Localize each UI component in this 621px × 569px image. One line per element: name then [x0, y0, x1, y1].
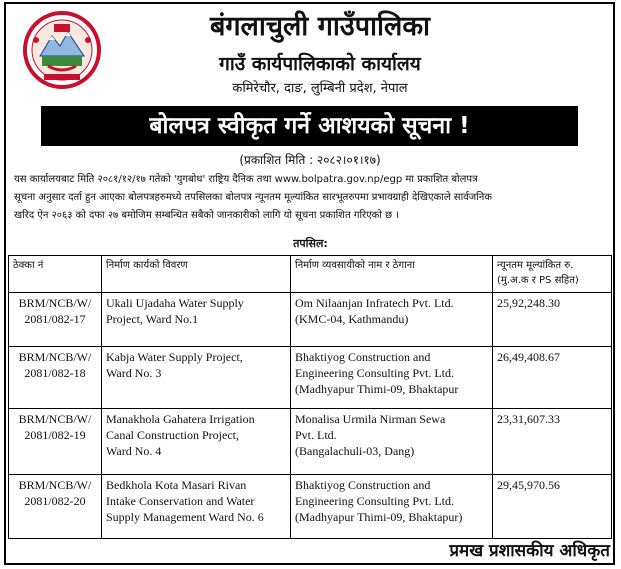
office-address: कमिरेचौर, दाङ, लुम्बिनी प्रदेश, नेपाल	[232, 81, 408, 96]
description-cell	[102, 347, 291, 409]
contract-code-part: 2081/082-19	[24, 428, 86, 442]
builder-cell	[291, 475, 493, 539]
contract-code-part: BRM/NCB/W/	[18, 478, 92, 492]
table-row	[9, 347, 612, 409]
builder-cell	[291, 409, 493, 475]
contract-code-part: 2081/082-20	[24, 494, 86, 508]
amount-cell: 23,31,607.33	[493, 409, 612, 475]
table-row	[9, 475, 612, 539]
description-cell	[102, 409, 291, 475]
contract-code-cell	[9, 409, 102, 475]
contract-code-part: 2081/082-17	[24, 312, 86, 326]
office-subtitle: गाउँ कार्यपालिकाको कार्यालय	[219, 53, 421, 75]
description-line: Kabja Water Supply Project,	[106, 350, 243, 364]
description-line: Ukali Ujadaha Water Supply	[106, 296, 244, 310]
municipality-title: बंगलाचुली गाउँपालिका	[209, 11, 431, 42]
builder-line: Engineering Consulting Pvt. Ltd.	[295, 366, 454, 380]
table-header-row	[9, 256, 612, 293]
builder-line: (Madhyapur Thimi-09, Bhaktapur)	[295, 510, 463, 524]
builder-cell	[291, 293, 493, 347]
contract-code-part: BRM/NCB/W/	[18, 412, 92, 426]
published-date: (प्रकाशित मिति : २०८२।०१।१७)	[239, 153, 381, 167]
contracts-table	[8, 255, 612, 539]
header-builder: निर्माण व्यवसायीको नाम र ठेगाना	[291, 256, 493, 293]
details-label: तपसिल:	[293, 237, 328, 250]
description-line: Manakhola Gahatera Irrigation	[106, 412, 255, 426]
contract-code-part: BRM/NCB/W/	[18, 350, 92, 364]
header-contract-no: ठेक्का नं	[9, 256, 102, 293]
table-row	[9, 293, 612, 347]
notice-line: यस कार्यालयबाट मिति २०८१/१२/१७ गतेको 'युगबोध' राष्ट्रिय दैनिक तथा www.bolpatra.gov.np/egp मा प्रकाशित बोलपत्र	[14, 174, 478, 185]
header-amount-line2: (मु.अ.क र PS सहित)	[497, 275, 579, 286]
builder-line: Bhaktiyog Construction and	[295, 478, 431, 492]
description-line: Intake Conservation and Water	[106, 494, 255, 508]
description-line: Canal Construction Project,	[106, 428, 239, 442]
description-line: Ward No. 3	[106, 366, 162, 380]
builder-line: Engineering Consulting Pvt. Ltd.	[295, 494, 454, 508]
contract-code-cell	[9, 293, 102, 347]
description-line: Supply Management Ward No. 6	[106, 510, 264, 524]
contract-code-cell	[9, 347, 102, 409]
builder-cell	[291, 347, 493, 409]
description-line: Project, Ward No.1	[106, 312, 199, 326]
header-description: निर्माण कार्यको विवरण	[102, 256, 291, 293]
contract-code-cell	[9, 475, 102, 539]
amount-cell: 26,49,408.67	[493, 347, 612, 409]
builder-line: (Bangalachuli-03, Dang)	[295, 444, 415, 458]
amount-cell: 25,92,248.30	[493, 293, 612, 347]
nepal-govt-emblem-icon	[22, 10, 102, 90]
builder-line: (KMC-04, Kathmandu)	[295, 312, 409, 326]
builder-line: (Madhyapur Thimi-09, Bhaktapur	[295, 382, 459, 396]
builder-line: Om Nilaanjan Infratech Pvt. Ltd.	[295, 296, 454, 310]
notice-line: खरिद ऐन २०६३ को दफा २७ बमोजिम सम्बन्धित सबैको जानकारीको लागि यो सूचना प्रकाशित गरिएको छ ।	[14, 210, 400, 221]
builder-line: Monalisa Urmila Nirman Sewa	[295, 412, 446, 426]
notice-line: सूचना अनुसार दर्ता हुन आएका बोलपत्रहरुमध्ये तपसिलका बोलपत्र न्यूनतम मूल्यांकित सारभूतरुपमा प्रभावग्राही देखिएकाले सार्वजनिक	[14, 192, 492, 203]
description-cell	[102, 475, 291, 539]
signatory-title: प्रमख प्रशासकीय अधिकृत	[449, 541, 610, 561]
table-row	[9, 409, 612, 475]
header-amount	[493, 256, 612, 293]
description-line: Ward No. 4	[106, 444, 162, 458]
description-cell	[102, 293, 291, 347]
amount-cell: 29,45,970.56	[493, 475, 612, 539]
notice-body	[14, 171, 607, 225]
header-amount-line1: न्यूनतम मूल्यांकित रु.	[497, 260, 574, 271]
notice-banner: बोलपत्र स्वीकृत गर्ने आशयको सूचना !	[41, 106, 578, 146]
builder-line: Pvt. Ltd.	[295, 428, 337, 442]
contract-code-part: 2081/082-18	[24, 366, 86, 380]
description-line: Bedkhola Kota Masari Rivan	[106, 478, 247, 492]
builder-line: Bhaktiyog Construction and	[295, 350, 431, 364]
contract-code-part: BRM/NCB/W/	[18, 296, 92, 310]
